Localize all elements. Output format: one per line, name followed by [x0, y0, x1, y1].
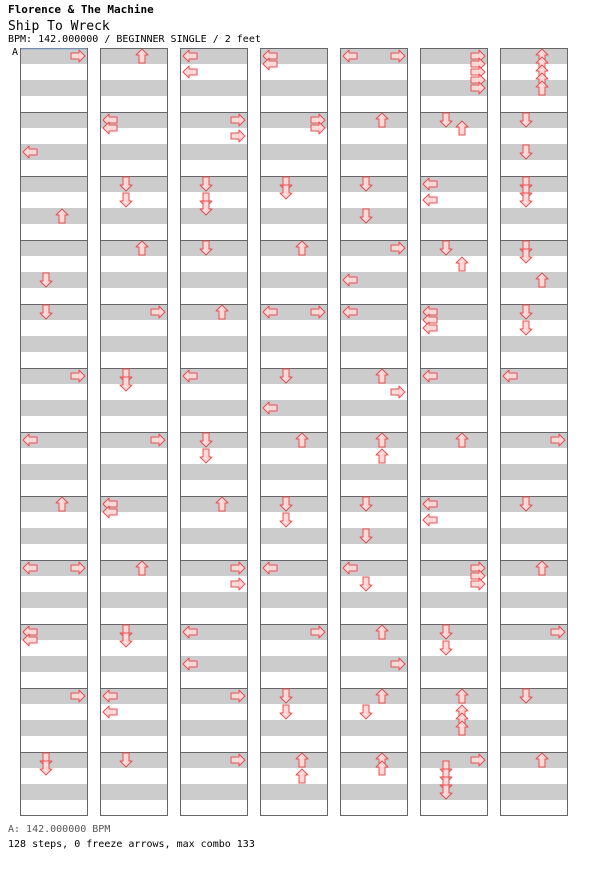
beat-band — [20, 464, 88, 480]
beat-band — [420, 208, 488, 224]
beat-band — [420, 272, 488, 288]
beat-band — [100, 560, 168, 576]
beat-band — [100, 592, 168, 608]
beat-band — [180, 176, 248, 192]
beat-band — [340, 80, 408, 96]
beat-band — [260, 784, 328, 800]
beat-band — [340, 720, 408, 736]
beat-band — [420, 784, 488, 800]
beat-band — [340, 400, 408, 416]
song-artist: Florence & The Machine — [8, 3, 154, 16]
step-arrow-down — [120, 193, 132, 207]
beat-band — [420, 240, 488, 256]
beat-band — [20, 272, 88, 288]
beat-band — [100, 48, 168, 64]
beat-band — [180, 592, 248, 608]
beat-band — [500, 336, 568, 352]
step-arrow-right — [471, 578, 485, 590]
beat-band — [260, 496, 328, 512]
step-arrow-up — [456, 257, 468, 271]
beat-band — [500, 560, 568, 576]
step-arrow-down — [280, 705, 292, 719]
beat-band — [260, 208, 328, 224]
beat-band — [260, 336, 328, 352]
step-arrow-left — [423, 194, 437, 206]
beat-band — [180, 464, 248, 480]
beat-band — [100, 752, 168, 768]
beat-band — [20, 400, 88, 416]
chart-column — [420, 48, 488, 816]
step-arrow-left — [103, 706, 117, 718]
beat-band — [420, 592, 488, 608]
beat-band — [500, 176, 568, 192]
beat-band — [340, 176, 408, 192]
beat-band — [100, 176, 168, 192]
step-arrow-down — [360, 577, 372, 591]
beat-band — [20, 176, 88, 192]
beat-band — [180, 208, 248, 224]
beat-band — [180, 240, 248, 256]
step-arrow-right — [231, 578, 245, 590]
beat-band — [100, 528, 168, 544]
beat-band — [500, 784, 568, 800]
beat-band — [340, 688, 408, 704]
beat-band — [100, 272, 168, 288]
beat-band — [500, 304, 568, 320]
beat-band — [500, 144, 568, 160]
beat-band — [100, 464, 168, 480]
beat-band — [420, 432, 488, 448]
beat-band — [100, 336, 168, 352]
beat-band — [340, 336, 408, 352]
beat-band — [20, 240, 88, 256]
beat-band — [180, 528, 248, 544]
beat-band — [20, 336, 88, 352]
beat-band — [500, 48, 568, 64]
beat-band — [340, 432, 408, 448]
beat-band — [180, 720, 248, 736]
beat-band — [20, 80, 88, 96]
beat-band — [420, 464, 488, 480]
step-arrow-down — [200, 449, 212, 463]
beat-band — [500, 272, 568, 288]
beat-band — [340, 112, 408, 128]
beat-band — [260, 592, 328, 608]
beat-band — [260, 144, 328, 160]
beat-band — [20, 208, 88, 224]
beat-band — [100, 208, 168, 224]
beat-band — [20, 720, 88, 736]
beat-band — [100, 624, 168, 640]
beat-band — [100, 400, 168, 416]
beat-band — [420, 400, 488, 416]
step-arrow-down — [520, 321, 532, 335]
beat-band — [20, 592, 88, 608]
footer-stats: 128 steps, 0 freeze arrows, max combo 133 — [8, 839, 255, 850]
beat-band — [260, 464, 328, 480]
beat-band — [420, 528, 488, 544]
beat-band — [420, 656, 488, 672]
beat-band — [500, 464, 568, 480]
step-arrow-right — [391, 386, 405, 398]
beat-band — [20, 112, 88, 128]
step-arrow-up — [376, 449, 388, 463]
beat-band — [100, 80, 168, 96]
beat-band — [340, 464, 408, 480]
beat-band — [100, 656, 168, 672]
step-arrow-left — [183, 66, 197, 78]
beat-band — [180, 784, 248, 800]
song-title: Ship To Wreck — [8, 19, 110, 34]
beat-band — [340, 624, 408, 640]
beat-band — [500, 240, 568, 256]
beat-band — [260, 368, 328, 384]
beat-band — [260, 272, 328, 288]
step-arrow-down — [280, 513, 292, 527]
step-arrow-down — [360, 705, 372, 719]
beat-band — [180, 80, 248, 96]
beat-band — [180, 272, 248, 288]
beat-band — [340, 144, 408, 160]
beat-band — [420, 688, 488, 704]
beat-band — [420, 624, 488, 640]
beat-band — [100, 368, 168, 384]
beat-band — [420, 144, 488, 160]
beat-band — [340, 784, 408, 800]
beat-band — [20, 496, 88, 512]
beat-band — [260, 528, 328, 544]
beat-band — [180, 496, 248, 512]
beat-band — [500, 496, 568, 512]
beat-band — [340, 496, 408, 512]
beat-band — [20, 752, 88, 768]
step-arrow-left — [423, 514, 437, 526]
step-arrow-right — [231, 130, 245, 142]
chart-column — [340, 48, 408, 816]
beat-band — [180, 144, 248, 160]
chart-column — [500, 48, 568, 816]
beat-band — [500, 208, 568, 224]
beat-band — [20, 656, 88, 672]
beat-band — [500, 80, 568, 96]
beat-band — [180, 432, 248, 448]
beat-band — [260, 240, 328, 256]
beat-band — [340, 528, 408, 544]
beat-band — [420, 720, 488, 736]
beat-band — [340, 752, 408, 768]
beat-band — [500, 112, 568, 128]
beat-band — [340, 368, 408, 384]
beat-band — [500, 720, 568, 736]
beat-band — [500, 752, 568, 768]
beat-band — [260, 656, 328, 672]
beat-band — [500, 592, 568, 608]
beat-band — [20, 304, 88, 320]
beat-band — [500, 528, 568, 544]
beat-band — [20, 528, 88, 544]
beat-band — [260, 432, 328, 448]
beat-band — [100, 240, 168, 256]
beat-band — [260, 752, 328, 768]
beat-band — [500, 656, 568, 672]
step-arrow-down — [440, 641, 452, 655]
beat-band — [100, 784, 168, 800]
step-arrow-left — [423, 322, 437, 334]
beat-band — [100, 144, 168, 160]
step-arrow-right — [471, 66, 485, 78]
footer-bpm: A: 142.000000 BPM — [8, 824, 111, 835]
beat-band — [420, 112, 488, 128]
beat-band — [180, 336, 248, 352]
beat-band — [260, 688, 328, 704]
chart-column — [20, 48, 88, 816]
beat-band — [500, 688, 568, 704]
chart-column — [180, 48, 248, 816]
beat-band — [100, 720, 168, 736]
beat-band — [20, 784, 88, 800]
beat-band — [260, 720, 328, 736]
beat-band — [340, 208, 408, 224]
chart-column — [100, 48, 168, 816]
chart-info: BPM: 142.000000 / BEGINNER SINGLE / 2 feet — [8, 34, 261, 45]
beat-band — [500, 400, 568, 416]
beat-band — [180, 304, 248, 320]
beat-band — [180, 400, 248, 416]
beat-band — [340, 592, 408, 608]
chart-column — [260, 48, 328, 816]
beat-band — [260, 176, 328, 192]
beat-band — [260, 80, 328, 96]
step-arrow-up — [296, 769, 308, 783]
beat-band — [420, 336, 488, 352]
section-marker-label: A — [12, 47, 19, 58]
